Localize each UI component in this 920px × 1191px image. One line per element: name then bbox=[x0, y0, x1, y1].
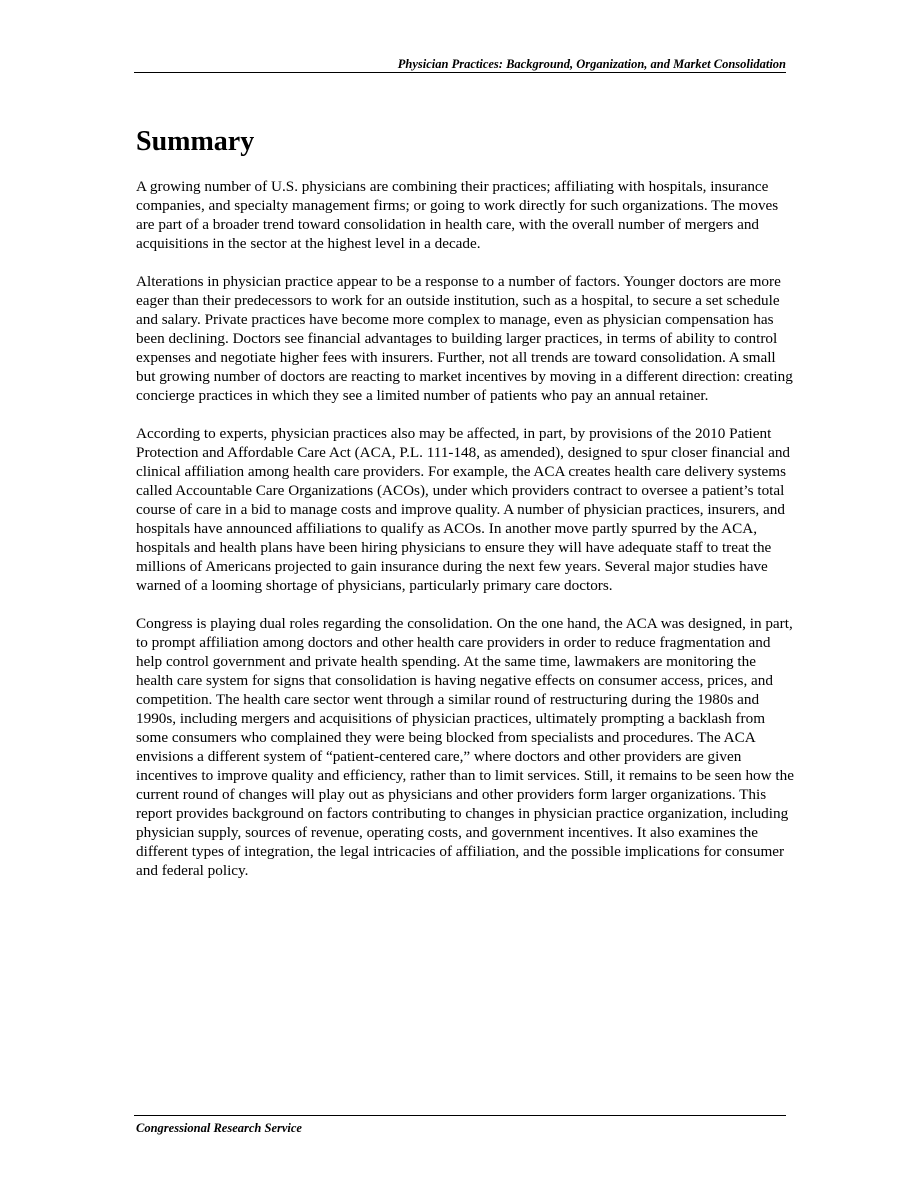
running-header: Physician Practices: Background, Organization, and Market Consolidation bbox=[397, 57, 786, 71]
summary-paragraph: Alterations in physician practice appear to be a response to a number of factors. Younger doctors are more eager than their predecessors to work for an outside institution, such as a hospital, to secure a set schedule and salary. Private practices have become more complex to manage, even as physician compensation has been declining. Doctors see financial advantages to building larger practices, in terms of ability to control expenses and negotiate higher fees with insurers. Further, not all trends are toward consolidation. A small but growing number of doctors are reacting to market incentives by moving in a different direction: creating concierge practices in which they see a limited number of patients who pay an annual retainer. bbox=[136, 273, 793, 404]
summary-paragraph: According to experts, physician practices also may be affected, in part, by provisions of the 2010 Patient Protection and Affordable Care Act (ACA, P.L. 111-148, as amended), designed to spur closer financial and clinical affiliation among health care providers. For example, the ACA creates health care delivery systems called Accountable Care Organizations (ACOs), under which providers contract to oversee a patient’s total course of care in a bid to manage costs and improve quality. A number of physician practices, insurers, and hospitals have announced affiliations to qualify as ACOs. In another move partly spurred by the ACA, hospitals and health plans have been hiring physicians to ensure they will have adequate staff to treat the millions of Americans projected to gain insurance during the next few years. Several major studies have warned of a looming shortage of physicians, particularly primary care doctors. bbox=[136, 425, 791, 594]
footer-rule bbox=[134, 1115, 786, 1116]
summary-paragraph: A growing number of U.S. physicians are combining their practices; affiliating with hospitals, insurance companies, and specialty management firms; or going to work directly for such organizations. The moves are part of a broader trend toward consolidation in health care, with the overall number of mergers and acquisitions in the sector at the highest level in a decade. bbox=[136, 178, 779, 252]
header-rule bbox=[134, 72, 786, 73]
running-footer: Congressional Research Service bbox=[136, 1121, 302, 1135]
summary-paragraph: Congress is playing dual roles regarding the consolidation. On the one hand, the ACA was designed, in part, to prompt affiliation among doctors and other health care providers in order to reduce fragmentation and help control government and private health spending. At the same time, lawmakers are monitoring the health care system for signs that consolidation is having negative effects on consumer access, prices, and competition. The health care sector went through a similar round of restructuring during the 1980s and 1990s, including mergers and acquisitions of physician practices, ultimately prompting a backlash from some consumers who complained they were being blocked from specialists and procedures. The ACA envisions a different system of “patient-centered care,” where doctors and other providers are given incentives to improve quality and efficiency, rather than to limit services. Still, it remains to be seen how the current round of changes will play out as physicians and other providers form larger organizations. This report provides background on factors contributing to changes in physician practice organization, including physician supply, sources of revenue, operating costs, and government incentives. It also examines the different types of integration, the legal intricacies of affiliation, and the possible implications for consumer and federal policy. bbox=[136, 615, 794, 879]
summary-body bbox=[136, 177, 796, 899]
page-title: Summary bbox=[136, 126, 255, 157]
